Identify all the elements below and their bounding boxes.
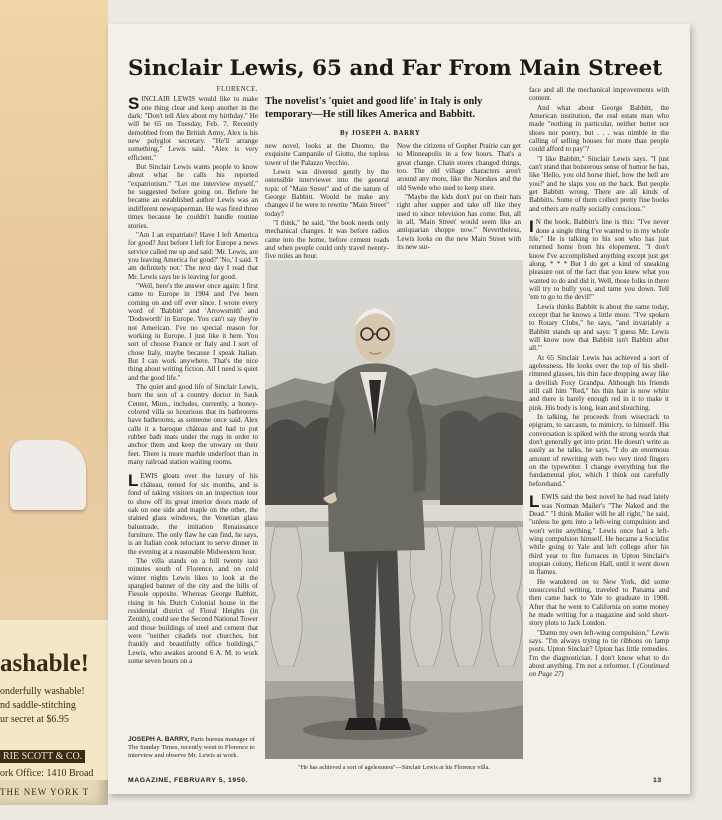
page-footer-date: MAGAZINE, FEBRUARY 5, 1950. — [128, 777, 249, 784]
shoe-advertisement — [0, 620, 108, 780]
magazine-page — [108, 24, 690, 794]
article-column-3 — [397, 142, 521, 254]
drop-cap: L — [529, 492, 540, 512]
paragraph: "I like Babbitt," Sinclair Lewis says. "I just can't stand that boisterous sense of humor he has, like 'Hello, you old horse thief, how the hell are you?' and he slaps you on the back. But people get Babbitt wrong. There are all kinds of Babbitts. Some of them collect pretty fine books and others are really socially conscious." — [529, 154, 669, 213]
article-photo-sinclair-lewis — [265, 260, 523, 759]
page-number: 13 — [653, 777, 662, 784]
paragraph: LEWIS said the best novel he had read lately was Norman Mailer's "The Naked and the Dead." "I think Mailer will be all right," he said, "unless he gets into a left-wing compulsion and won't write anything." Lewis once had a left-wing compulsion himself. He became a Socialist while going to Yale and left college after his third year to fire furnaces in Upton Sinclair's utopian colony, Helicon Hall, until it went down in flames. — [529, 492, 669, 577]
paragraph: Lewis was diverted gently by the ostensible interviewer into the general topic of "Main Street" and of the nature of George Babbitt. Would he make any changes if he were to rewrite "Main Street" today? — [265, 168, 389, 218]
ad-line: nd saddle-stitching — [0, 700, 76, 711]
dateline: FLORENCE. — [216, 86, 258, 93]
photo-illustration — [265, 260, 523, 759]
paragraph: But Sinclair Lewis wants people to know about what he calls his reported "expatriotism." "Let me interview myself," he suggested before going on. Before he became an established author Lewis was an indifferent newspaperman. He was fired three times because he couldn't handle routine stories. — [128, 163, 258, 230]
paragraph: LEWIS gloats over the luxury of his château, rented for six months, and is fond of taking visitors on an inspection tour to show off its great interior doors made of oak on one side and maple on the other, the stained glass windows, the Venetian glass balustrade, the imitation Renaissance furniture. The only flaw he can find, he says, is an Italian cook reluctant to serve dinner in the evening at a reasonable Midwestern hour. — [128, 471, 258, 556]
drop-cap: L — [128, 471, 139, 491]
paragraph: "Maybe the kids don't put on their hats right after supper and take off like they used to since television has come. But, all in all, 'Main Street' would seem like an antiquarian shoppe now." Nevertheless, Lewis looks on the new Main Street with its new sur- — [397, 193, 521, 252]
drop-cap: I — [529, 217, 534, 237]
paragraph: Lewis thinks Babbitt is about the same today, except that he knows a little more. "I've spoken to Rotary Clubs," he says, "and invariably a Babbitt stands up and says: 'I guess Mr. Lewis will know now that Babbitt isn't Babbitt after all.'" — [529, 302, 669, 353]
ad-shoe-illustration — [10, 440, 86, 510]
paragraph: In talking, he proceeds from wisecrack to epigram, to sarcasm, to mimicry, to himself. His conversation is spiked with the strong words that don't generally get into print. He doesn't write as easily as he talks, he says. "I do an enormous amount of rewriting with two very tired fingers on the typewriter. I change everything but the fundamental plot, which I think out carefully beforehand." — [529, 413, 669, 488]
paragraph: "Damn my own left-wing compulsion," Lewis says. "I'm always trying to tie ribbons on lamp posts. Upton Sinclair? Upton has little remedies. I'm the diagnostician. I don't know what to do about anything. I'm not a reformer. I (Continued on Page 27) — [529, 628, 669, 679]
byline: By JOSEPH A. BARRY — [340, 130, 421, 137]
paragraph: new novel, looks at the Duomo, the exquisite Campanile of Giotto, the topless tower of the Palazzo Vecchio. — [265, 142, 389, 167]
ad-headline: ashable! — [0, 650, 89, 677]
ad-office: ork Office: 1410 Broad — [0, 768, 94, 779]
article-headline: Sinclair Lewis, 65 and Far From Main Street — [128, 56, 663, 81]
article-column-4 — [529, 86, 669, 776]
continued-note: (Continued on Page 27) — [529, 662, 669, 679]
paragraph: The villa stands on a hill twenty taxi minutes south of Florence, and on cold winter nights Lewis likes to look at the spangled banner of the city and the hills of Fiesole opposite. Whereas George Babbitt, rising in his Dutch Colonial house in the residential district of Floral Heights (in Zenith), could see the Second National Tower and those buildings of steel and cement that were "neither citadels nor churches, but frankly and beautifully office buildings," Lewis, who awakes around 6 A. M. to work some seven hours on a — [128, 556, 258, 666]
paragraph: I N the book, Babbitt's line is this: "I've never done a single thing I've wanted to in my whole life." He is talking to his son who has just returned home from his elopement. "I don't know I've accomplished anything except just get along. * * * But I do get a kind of sneaking pleasure out of the fact that you knew what you wanted to do and did it. Well, those folks in there will try to bully you, and tame you down. Tell 'em to go to the devil!" — [529, 217, 669, 302]
author-credit — [128, 736, 258, 759]
ad-line: ur secret at $6.95 — [0, 714, 69, 725]
article-column-1 — [128, 86, 258, 731]
paragraph: At 65 Sinclair Lewis has achieved a sort of agelessness. He looks over the top of his shell-rimmed glasses, his thin face dropping away like a devilish Foxy Grandpa. Although his friends still call him "Red," his thin hair is now white and there is barely enough red in it to make it pink. His body is long, lean and slouching. — [529, 353, 669, 412]
facing-page — [0, 0, 108, 805]
ad-photo-legs — [0, 0, 108, 620]
paragraph: The quiet and good life of Sinclair Lewis, born the son of a country doctor in Sauk Center, Minn., includes, currently, a honey-colored villa so luxurious that its bathrooms have bathrooms, as someone once said. Alex calls it a baroque château and had to put rubber bath mats under the rugs in order to anchor them and keep the unwary on their feet. There is more marble underfoot than in many railroad station waiting rooms. — [128, 383, 258, 467]
drop-cap: S — [128, 94, 140, 114]
paragraph: Now the citizens of Gopher Prairie can get to Minneapolis in a few hours. That's a great change. Chain stores changed things, too. The old village characters aren't around any more, like the Norskes and the old Swede who used to keep store. — [397, 142, 521, 192]
article-column-2 — [265, 142, 389, 261]
paragraph: SINCLAIR LEWIS would like to make one thing clear and keep another in the dark: "Don't tell Alex about my birthday." He will be 65 on Tuesday, Feb. 7. Recently demobbed from the British Army, Alex is his new polyglot secretary. "He'll arrange something," Lewis said. "Alex is very efficient." — [128, 94, 258, 162]
paragraph: "I think," he said, "the book needs only mechanical changes. It was before radios came into the home, before cement roads and when people could only travel twenty-five miles an hour. — [265, 219, 389, 261]
ad-line: onderfully washable! — [0, 686, 85, 697]
facing-page-masthead: THE NEW YORK T — [0, 787, 90, 797]
photo-caption: "He has achieved a sort of agelessness"—Sinclair Lewis at his Florence villa. — [298, 764, 490, 771]
credit-text: Paris bureau manager of The Sunday Times, recently went to Florence to interview and observe Mr. Lewis at work. — [128, 736, 255, 759]
paragraph: He wandered on to New York, did some unsuccessful writing, traveled to Panama and then came back to Yale to graduate in 1908. After that he went to California on some money he made writing for a magazine and sold short-story plots to Jack London. — [529, 577, 669, 628]
article-deck: The novelist's 'quiet and good life' in Italy is only temporary—He still likes America and Babbitt. — [265, 96, 483, 120]
credit-name: JOSEPH A. BARRY, — [128, 736, 190, 743]
paragraph: face and all the mechanical improvements with content. — [529, 86, 669, 103]
ad-dealer: RIE SCOTT & CO. — [0, 750, 85, 763]
paragraph: "Am I an expatriate? Have I left America for good? Just before I left for Europe a news service called me up and said: 'Mr. Lewis, are you leaving America for good?' 'No,' I said. 'I am definitely not.' The next day I read that Mr. Lewis says he is leaving for good. — [128, 230, 258, 281]
paragraph: "Well, here's the answer once again: I first came to Europe in 1904 and I've been coming on and off ever since. I wrote every word of 'Babbitt' and 'Arrowsmith' and 'Dodsworth' in Europe. You can't say they're not American. I've no special reason for working in Europe. I just like it here. You sort of choose France or Italy and I sort of chose Italy, maybe because I speak Italian. But I can work anywhere. That's the nice thing about writing fiction. All I need is quiet and the good life." — [128, 281, 258, 382]
paragraph: And what about George Babbitt, the American institution, the real estate man who made "nothing in particular, neither butter nor shoes nor poetry, but . . . was nimble in the calling of selling houses for more than people could afford to pay"? — [529, 103, 669, 154]
